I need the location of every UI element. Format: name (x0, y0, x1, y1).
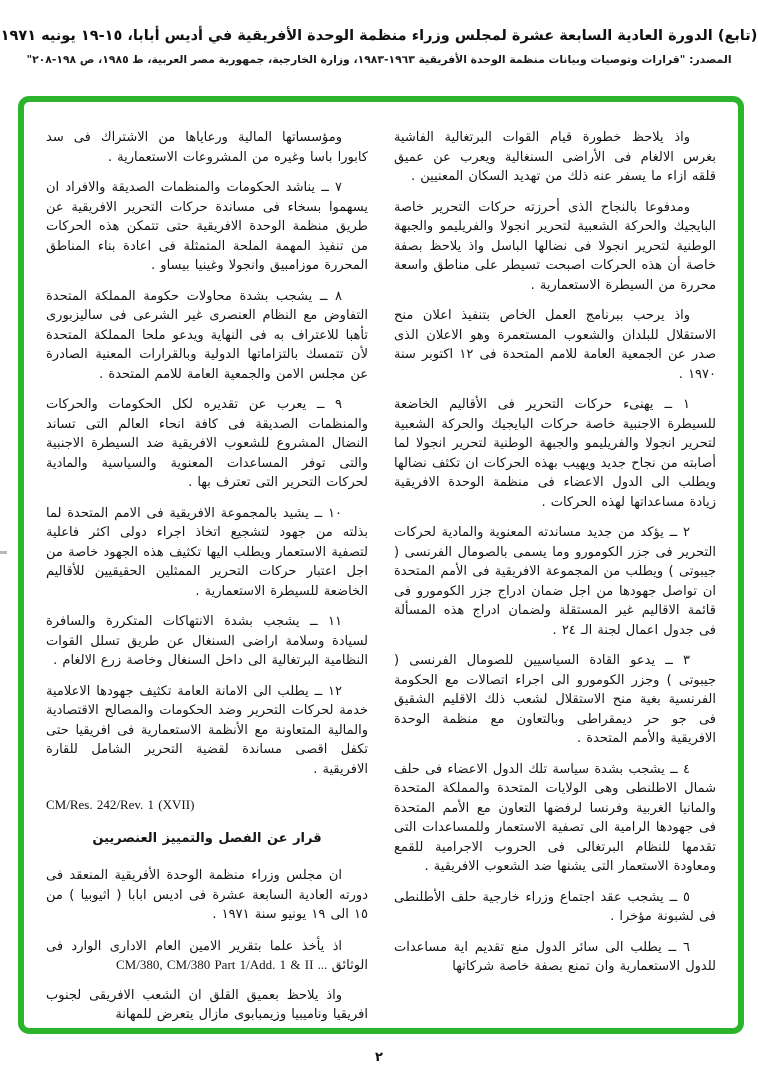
doc-paragraph: ومؤسساتها المالية ورعاياها من الاشتراك فى سد كابورا باسا وغيره من المشروعات الاستعمارية . (46, 130, 368, 165)
operative-item-4: ٤ ــ يشجب بشدة سياسة تلك الدول الاعضاء فى حلف شمال الاطلنطى وهى الولايات المتحدة والمملكة المتحدة والمانيا الغربية وفرنسا لرفضها التعاون مع الأمم المتحدة فى جهودها الرامية الى تصفية الاستعمار وللمساعدات التى تقدمها للنظام البرتغالى فى الحروب الاجرامية للقمع ومعاودة الاستعمار التى يشنها ضد الشعوب الافريقية . (394, 761, 716, 874)
operative-item-11: ١١ ــ يشجب بشدة الانتهاكات المتكررة والسافرة لسيادة وسلامة اراضى السنغال عن طريق تسلل القوات النظامية البرتغالية الى داخل السنغال وخاصة زرع الالغام . (46, 614, 368, 668)
operative-item-7: ٧ ــ يناشد الحكومات والمنظمات الصديقة والافراد ان يسهموا بسخاء فى مساندة حركات التحرير الافريقية عن طريق منظمة الوحدة الافريقية حتى تتمكن هذه الحركات من تنفيذ المهمة الملحة المتمثلة فى اعادة بناء المناطق المحررة موزامبيق وانجولا وغينيا بيساو . (46, 180, 368, 273)
operative-item-9: ٩ ــ يعرب عن تقديره لكل الحكومات والحركات والمنظمات الصديقة فى كافة انحاء العالم التى تساند النضال المشروع للشعوب الافريقية ضد السيطرة الاجنبية والتى توفر المساعدات المعنوية والسياسية والمادية لحركات التحرير التى تعترف بها . (46, 397, 368, 490)
operative-item-10: ١٠ ــ يشيد بالمجموعة الافريقية فى الامم المتحدة لما بذلته من جهود لتشجيع اتخاذ اجراء دولى اكثر فاعلية لتصفية الاستعمار ويطلب اليها تكثيف هذه الجهود خاصة من اجل اعتبار حركات التحرير الممثلين الحقيقيين للأقاليم الخاضعة للسيطرة الاستعمارية . (46, 505, 368, 599)
operative-item-3: ٣ ــ يدعو القادة السياسيين للصومال الفرنسى ( جيبوتى ) وجزر الكومورو الى اجراء اتصالات مع الحكومة الفرنسية بغية منح الاستقلال لشعب ذلك الاقليم الشقيق فى جو حر ديمقراطى وبالتعاون مع منظمة الوحدة الافريقية والأمم المتحدة . (394, 653, 716, 746)
column-right (394, 128, 716, 1000)
doc-paragraph: واذ يرحب ببرنامج العمل الخاص بتنفيذ اعلان منح الاستقلال للبلدان والشعوب المستعمرة وهو الاعلان الذى صدر عن الجمعية العامة للامم المتحدة فى ١٢ اكتوبر سنة ١٩٧٠ . (394, 308, 717, 382)
doc-paragraph: واذ يلاحظ بعميق القلق ان الشعب الافريقى لجنوب افريقيا وناميبيا وزيمبابوى مازال يتعرض للمهانة (46, 987, 368, 1022)
doc-paragraph: ان مجلس وزراء منظمة الوحدة الأفريقية المنعقد فى دورته العادية السابعة عشرة فى اديس ابابا ( اثيوبيا ) من ١٥ الى ١٩ يونيو سنة ١٩٧١ . (46, 868, 368, 922)
page-header (0, 26, 758, 66)
doc-paragraph: واذ يلاحظ خطورة قيام القوات البرتغالية الفاشية بغرس الالغام فى الأراضى السنغالية ويعرب عن عميق قلقه ازاء ما يسفر عنه ذلك من تهديد السكان المعنيين . (394, 130, 716, 184)
operative-item-2: ٢ ــ يؤكد من جديد مساندته المعنوية والمادية لحركات التحرير فى جزر الكومورو وما يسمى بالصومال الفرنسى ( جيبوتى ) ويطلب من المجموعة الافريقية فى الأمم المتحدة ان تواصل جهودها من اجل ضمان ادراج جزر الكومورو فى قائمة الاقاليم غير المستقلة ولضمان ادراج هذه المسألة فى جدول اعمال لجنة الـ ٢٤ . (394, 525, 716, 638)
column-left (46, 128, 368, 1022)
resolution-title: قرار عن الفصل والتمييز العنصريين (92, 830, 322, 846)
page-footer (0, 1046, 758, 1065)
operative-item-1: ١ ــ يهنىء حركات التحرير فى الأقاليم الخاضعة للسيطرة الاجنبية خاصة حركات البايجيك والحركة الشعبية لتحرير انجولا والفريليمو والجبهة الوطنية لتحرير انجولا لما أصابته من نجاح جديد ويهيب بهذه الحركات ان تكثف نضالها ويطلب الى الدول الاعضاء فى منظمة الوحدة الافريقية زيادة مساعداتها لهذه الحركات . (394, 397, 716, 510)
document-frame (18, 96, 744, 1034)
operative-item-8: ٨ ــ يشجب بشدة محاولات حكومة المملكة المتحدة التفاوض مع النظام العنصرى غير الشرعى فى ساليزبورى تأهبا للاعتراف به فى النهاية ويدعو ملحا المملكة المتحدة لأن تتمسك بالتزاماتها الدولية وبالقرارات المعنية الصادرة عن مجلس الامن والجمعية العامة للامم المتحدة . (46, 288, 368, 382)
doc-paragraph: ومدفوعا بالنجاح الذى أحرزته حركات التحرير خاصة البايجيك والحركة الشعبية لتحرير انجولا والفريليمو والجبهة الوطنية لتحرير انجولا فى نضالها الباسل واذ يلاحظ بصفة خاصة أن هذه الحركات اصبحت تسيطر على مناطق واسعة محررة من السيطرة الاستعمارية . (394, 199, 716, 293)
resolution-ref-code: CM/Res. 242/Rev. 1 (XVII) (46, 797, 195, 812)
source-citation: المصدر: "قرارات وتوصيات وبيانات منظمة الوحدة الأفريقية ١٩٦٣-١٩٨٣، وزارة الخارجية، جمهورية مصر العربية، ط ١٩٨٥، ص ١٩٨-٢٠٨" (26, 52, 732, 66)
page-number: ٢ (375, 1050, 383, 1065)
operative-item-5: ٥ ــ يشجب عقد اجتماع وزراء خارجية حلف الأطلنطى فى لشبونة مؤخرا . (394, 889, 716, 924)
doc-paragraph-with-doc-refs: اذ يأخذ علما بتقرير الامين العام الادارى الوارد فى الوثائق ... CM/380, CM/380 Part 1/Add. 1 & II (46, 937, 368, 972)
scan-artifact-mark (0, 551, 7, 554)
session-title: (تابع) الدورة العادية السابعة عشرة لمجلس وزراء منظمة الوحدة الأفريقية في أديس أبابا، ١٥-١٩ يونيه ١٩٧١ (0, 28, 758, 44)
operative-item-12: ١٢ ــ يطلب الى الامانة العامة تكثيف جهودها الاعلامية خدمة لحركات التحرير وضد الحكومات والمصالح الاقتصادية والمالية المتعاونة مع الأنظمة الاستعمارية فى افريقيا حتى تكفل اقصى مساندة لقضية التحرير الشامل للقارة الافريقية . (46, 683, 368, 777)
operative-item-6: ٦ ــ يطلب الى سائر الدول منع تقديم اية مساعدات للدول الاستعمارية وان تمنع بصفة خاصة شركاتها (394, 939, 716, 974)
